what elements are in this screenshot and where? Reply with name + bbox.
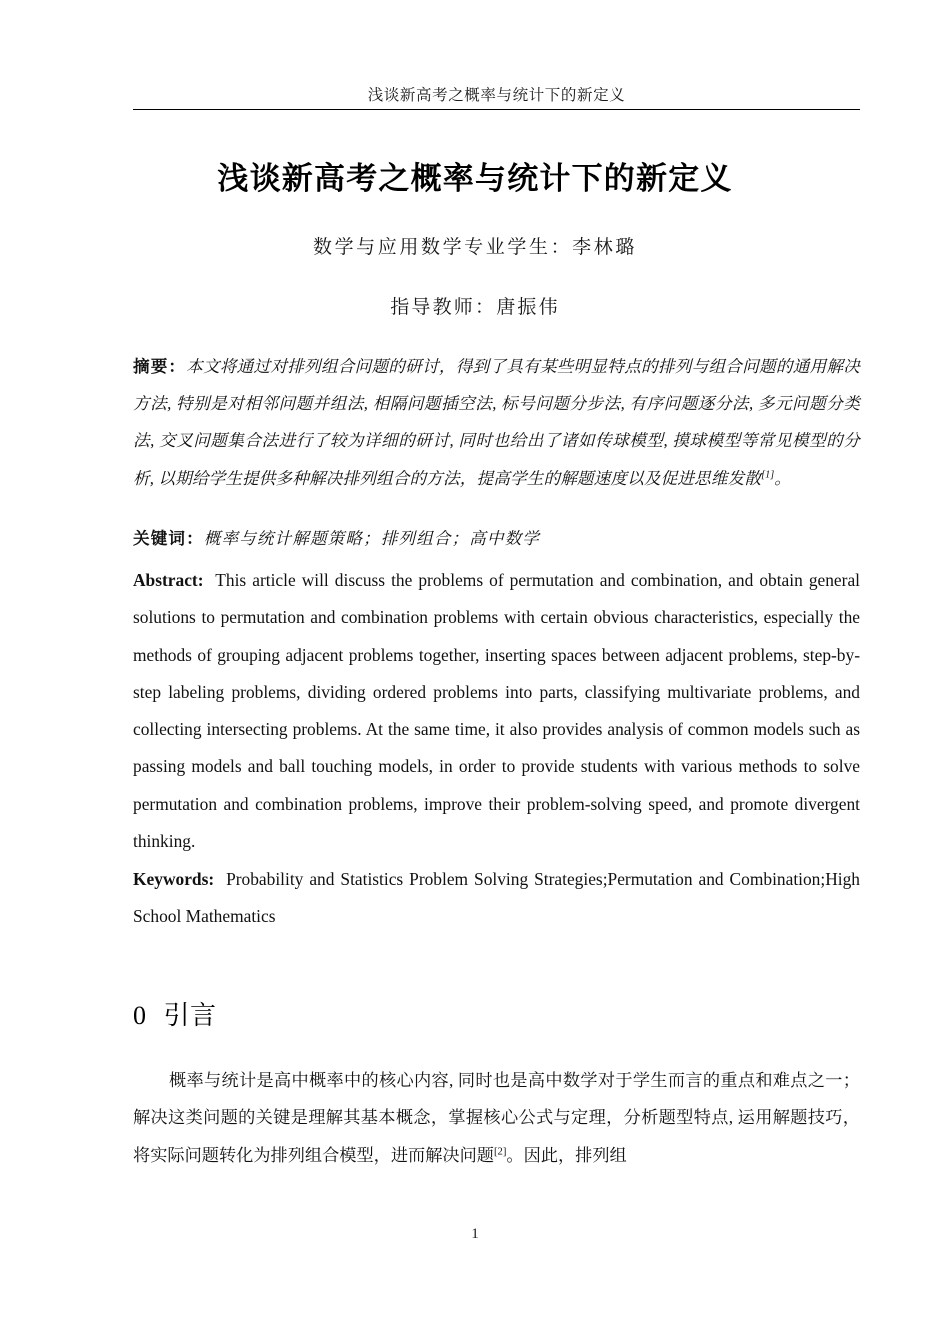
chinese-abstract-label: 摘要： <box>133 357 187 376</box>
page-header <box>133 86 860 110</box>
body-paragraph-text: 概率与统计是高中概率中的核心内容, 同时也是高中数学对于学生而言的重点和难点之一；解决这类问题的关键是理解其基本概念，掌握核心公式与定理，分析题型特点, 运用解题技巧，将实际问题转化为排列组合模型，进而解决问题 <box>133 1071 860 1165</box>
page-title: 浅谈新高考之概率与统计下的新定义 <box>217 161 733 196</box>
section-title: 引言 <box>163 1000 217 1030</box>
chinese-abstract <box>133 348 860 497</box>
english-keywords <box>133 861 860 936</box>
chinese-keywords-text: 概率与统计解题策略；排列组合；高中数学 <box>203 529 540 548</box>
running-header-title: 浅谈新高考之概率与统计下的新定义 <box>367 87 626 104</box>
english-abstract-text: This article will discuss the problems of permutation and combination, and obtain general solutions to permutation and combination problems with certain obvious characteristics, especially the methods of grouping adjacent problems together, inserting spaces between adjacent problems, step-by-step labeling problems, dividing ordered problems into parts, classifying multivariate problems, and collecting intersecting problems. At the same time, it also provides analysis of common models such as passing models and ball touching models, in order to provide students with various methods to solve permutation and combination problems, improve their problem-solving speed, and promote divergent thinking. <box>133 570 860 852</box>
chinese-abstract-text-tail: 。 <box>774 468 792 488</box>
english-keywords-text: Probability and Statistics Problem Solving Strategies;Permutation and Combination;High School Mathematics <box>133 869 860 927</box>
body-paragraph <box>133 1062 860 1174</box>
section-number: 0 <box>133 1001 147 1030</box>
advisor-line: 指导教师：唐振伟 <box>390 297 560 318</box>
english-abstract-label: Abstract: <box>133 570 204 590</box>
author-line: 数学与应用数学专业学生：李林璐 <box>312 237 637 258</box>
chinese-keywords <box>133 523 860 555</box>
citation-marker-2: [2] <box>493 1146 507 1158</box>
chinese-keywords-label: 关键词： <box>133 529 204 548</box>
header-rule-divider <box>133 109 860 110</box>
section-heading-introduction <box>133 997 860 1034</box>
chinese-abstract-text: 本文将通过对排列组合问题的研讨，得到了具有某些明显特点的排列与组合问题的通用解决方法, 特别是对相邻问题并组法, 相隔问题插空法, 标号问题分步法, 有序问题逐分法, 多元问题分类法, 交叉问题集合法进行了较为详细的研讨, 同时也给出了诸如传球模型, 摸球模型等常见模型的分析, 以期给学生提供多种解决排列组合的方法，提高学生的解题速度以及促进思维发散 <box>133 357 861 488</box>
english-keywords-label: Keywords: <box>133 869 215 889</box>
page-number: 1 <box>471 1226 479 1242</box>
english-abstract <box>133 562 860 860</box>
citation-marker-1: [1] <box>761 469 775 481</box>
body-paragraph-text-tail: 。因此，排列组 <box>506 1145 627 1165</box>
